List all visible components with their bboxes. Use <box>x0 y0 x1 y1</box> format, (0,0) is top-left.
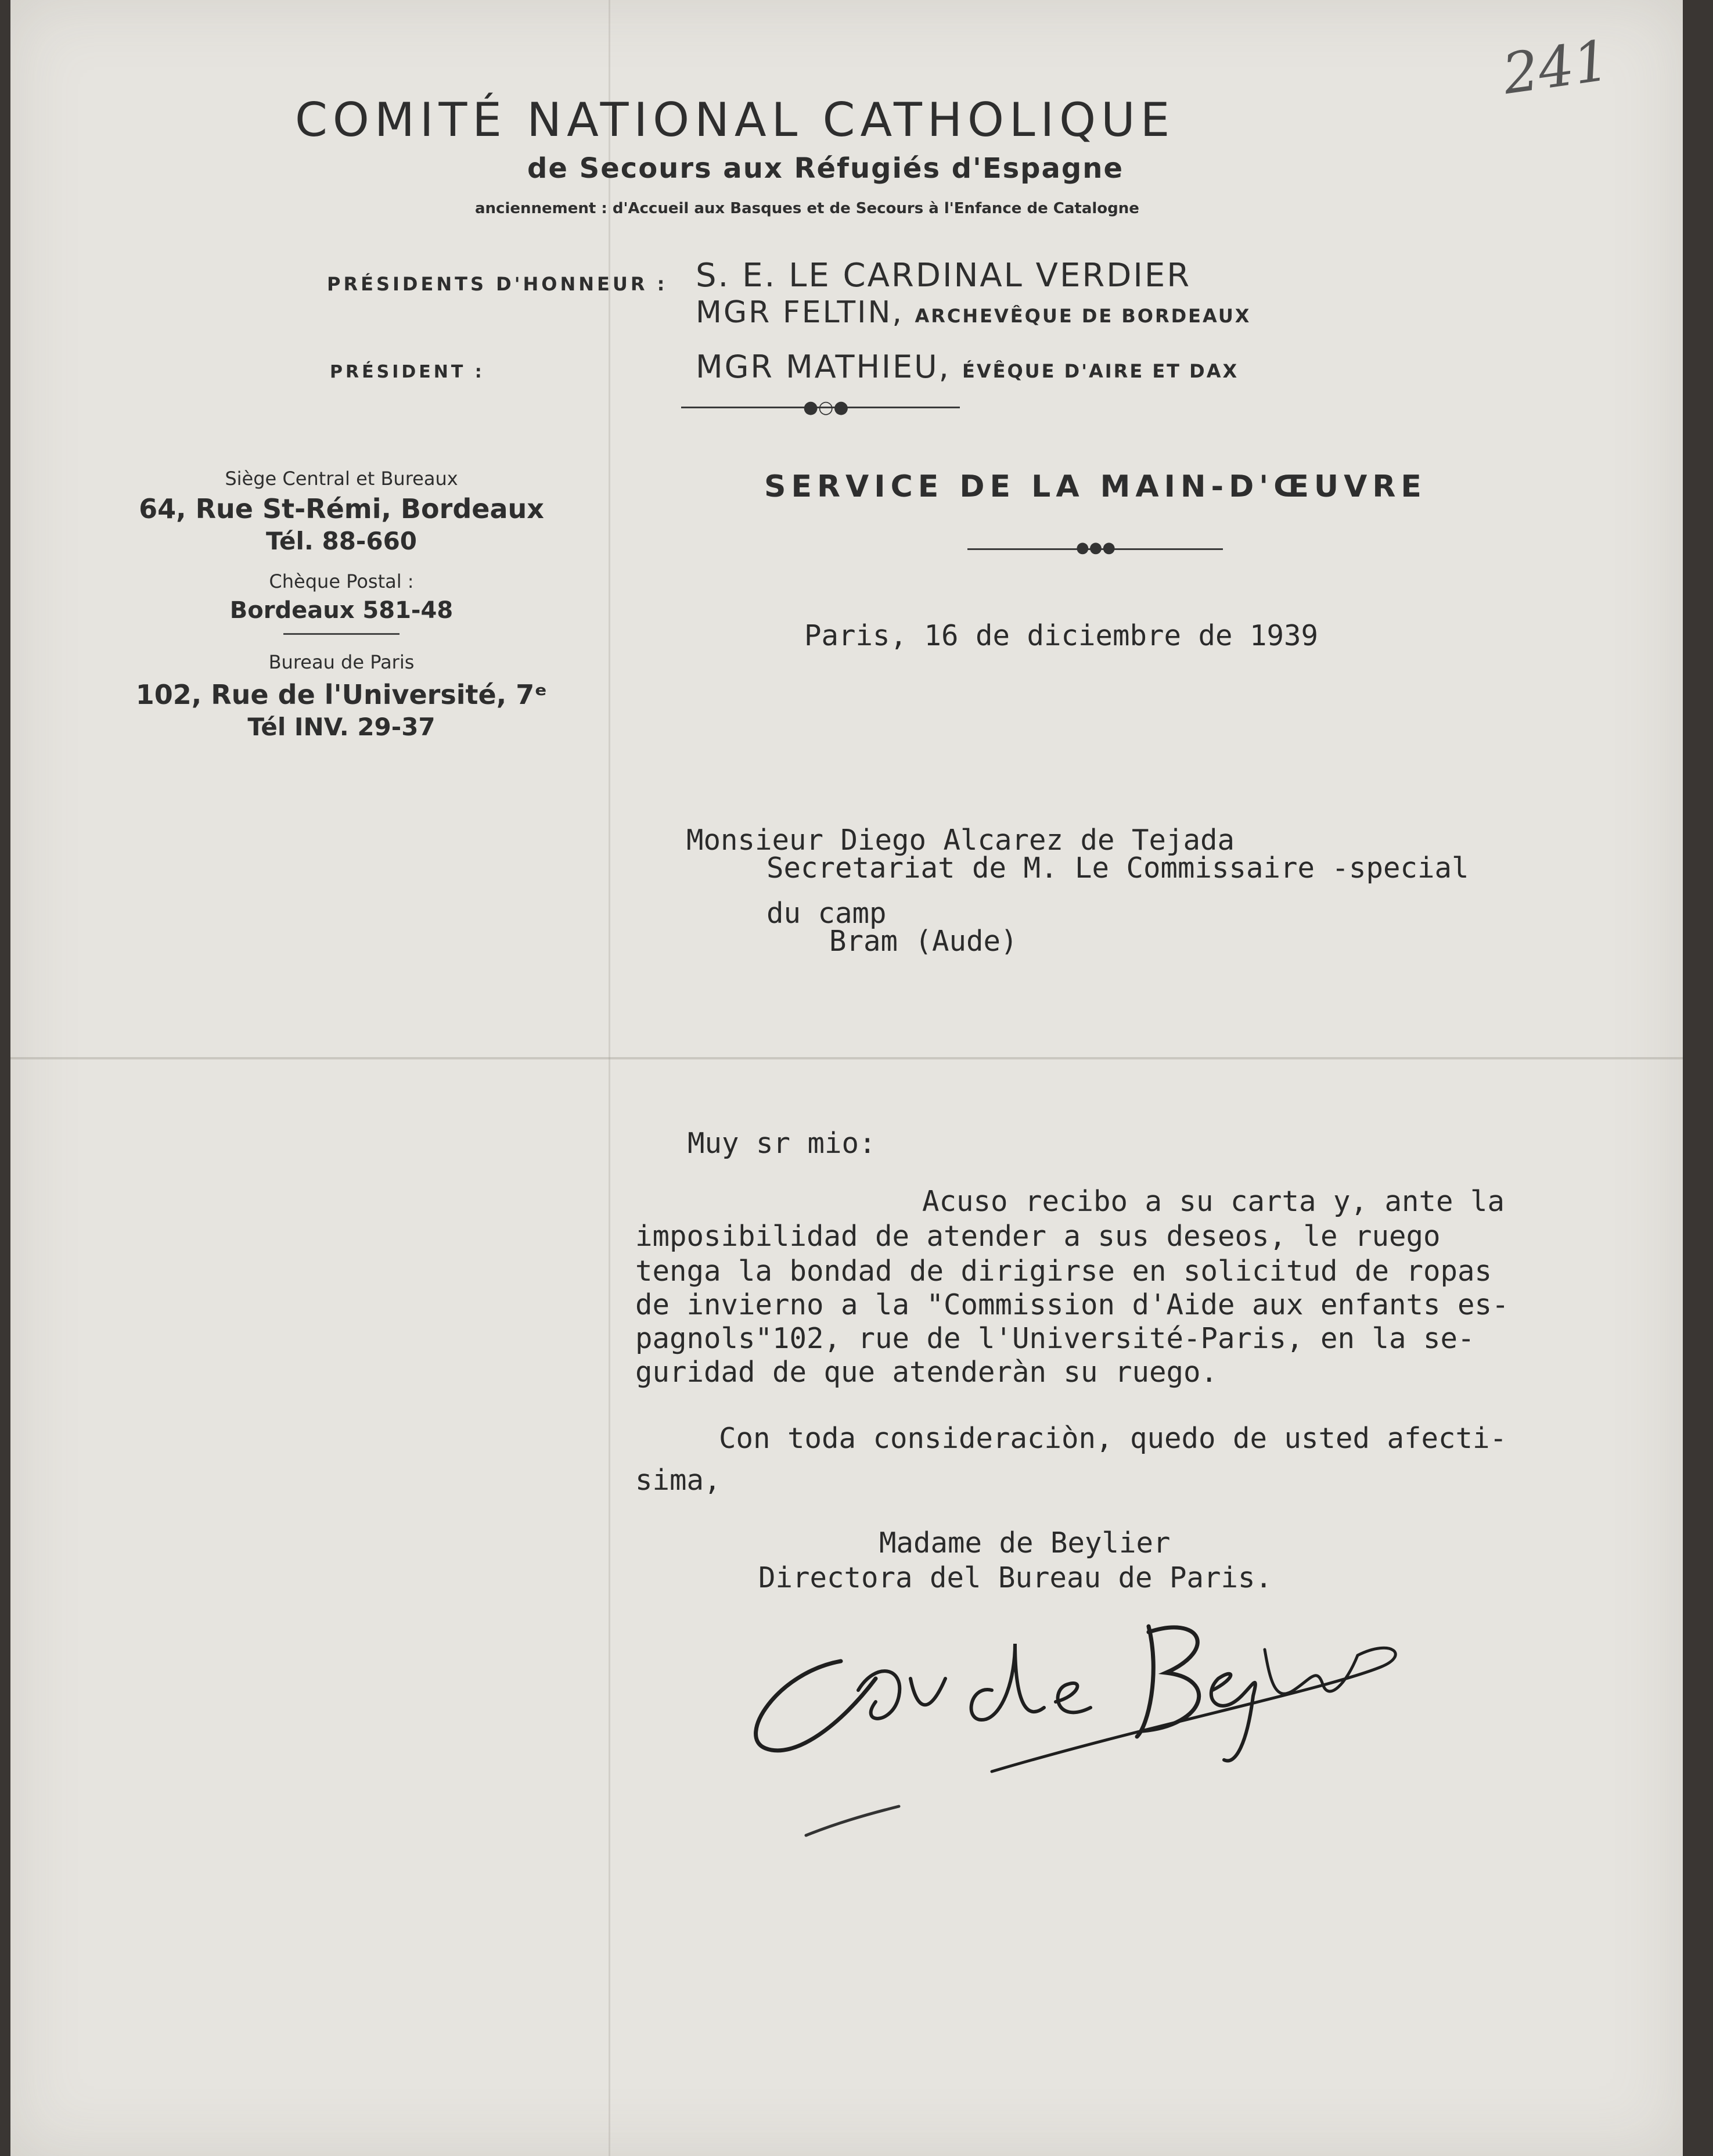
service-divider-ornament: ●●● <box>1076 539 1116 556</box>
fold-crease-vertical <box>609 0 610 2156</box>
president-label: PRÉSIDENT : <box>330 362 485 382</box>
letter-date: Paris, 16 de diciembre de 1939 <box>804 619 1319 652</box>
body-line-3: tenga la bondad de dirigirse en solicitud de ropas <box>635 1255 1492 1288</box>
recipient-line-1: Monsieur Diego Alcarez de Tejada <box>686 824 1235 857</box>
hq-phone: Tél. 88-660 <box>265 527 418 555</box>
paris-phone: Tél INV. 29-37 <box>247 713 436 741</box>
body-line-5: pagnols"102, rue de l'Université-Paris, en la se- <box>635 1322 1475 1355</box>
archive-number: 241 <box>1499 27 1614 107</box>
body-line-1: Acuso recibo a su carta y, ante la <box>922 1185 1505 1218</box>
org-subtitle: de Secours aux Réfugiés d'Espagne <box>527 152 1124 185</box>
service-heading: SERVICE DE LA MAIN-D'ŒUVRE <box>764 469 1427 504</box>
recipient-line-2: Secretariat de M. Le Commissaire -special <box>766 851 1469 885</box>
president-name: MGR MATHIEU, <box>696 348 951 385</box>
honorary-president-2 <box>696 295 1251 330</box>
letter-sheet <box>10 0 1683 2156</box>
president-title: ÉVÊQUE D'AIRE ET DAX <box>962 360 1239 382</box>
stray-pen-mark <box>800 1801 905 1841</box>
paris-address: 102, Rue de l'Université, 7ᵉ <box>135 679 548 710</box>
fold-crease-horizontal <box>10 1057 1683 1059</box>
honorary-president-2-title: ARCHEVÊQUE DE BORDEAUX <box>915 305 1251 327</box>
postal-label: Chèque Postal : <box>269 570 414 592</box>
left-column-addresses <box>115 468 568 741</box>
body-line-4: de invierno a la "Commission d'Aide aux enfants es- <box>635 1288 1509 1321</box>
hq-label: Siège Central et Bureaux <box>225 468 458 490</box>
closing-line-2: sima, <box>635 1464 721 1497</box>
closing-line-1: Con toda consideraciòn, quedo de usted afecti- <box>719 1422 1507 1455</box>
left-column-divider <box>283 633 400 635</box>
handwritten-signature <box>742 1591 1416 1783</box>
org-formerly: anciennement : d'Accueil aux Basques et de Secours à l'Enfance de Catalogne <box>475 200 1139 217</box>
honorary-presidents-label: PRÉSIDENTS D'HONNEUR : <box>327 273 668 295</box>
recipient-line-3: du camp <box>766 897 887 930</box>
signer-name: Madame de Beylier <box>879 1526 1171 1559</box>
hq-address: 64, Rue St-Rémi, Bordeaux <box>139 493 544 524</box>
president <box>696 348 1239 385</box>
salutation: Muy sr mio: <box>688 1127 876 1160</box>
recipient-line-4: Bram (Aude) <box>829 925 1018 958</box>
paris-label: Bureau de Paris <box>268 651 415 673</box>
honorary-president-2-name: MGR FELTIN, <box>696 295 904 330</box>
postal-account: Bordeaux 581-48 <box>229 597 454 624</box>
org-name: COMITÉ NATIONAL CATHOLIQUE <box>295 93 1175 147</box>
honorary-president-1: S. E. LE CARDINAL VERDIER <box>696 257 1192 294</box>
body-line-2: imposibilidad de atender a sus deseos, le ruego <box>635 1220 1441 1253</box>
letterhead-divider-ornament: ●○● <box>803 397 849 418</box>
body-line-6: guridad de que atenderàn su ruego. <box>635 1356 1218 1389</box>
signer-title: Directora del Bureau de Paris. <box>758 1561 1273 1594</box>
